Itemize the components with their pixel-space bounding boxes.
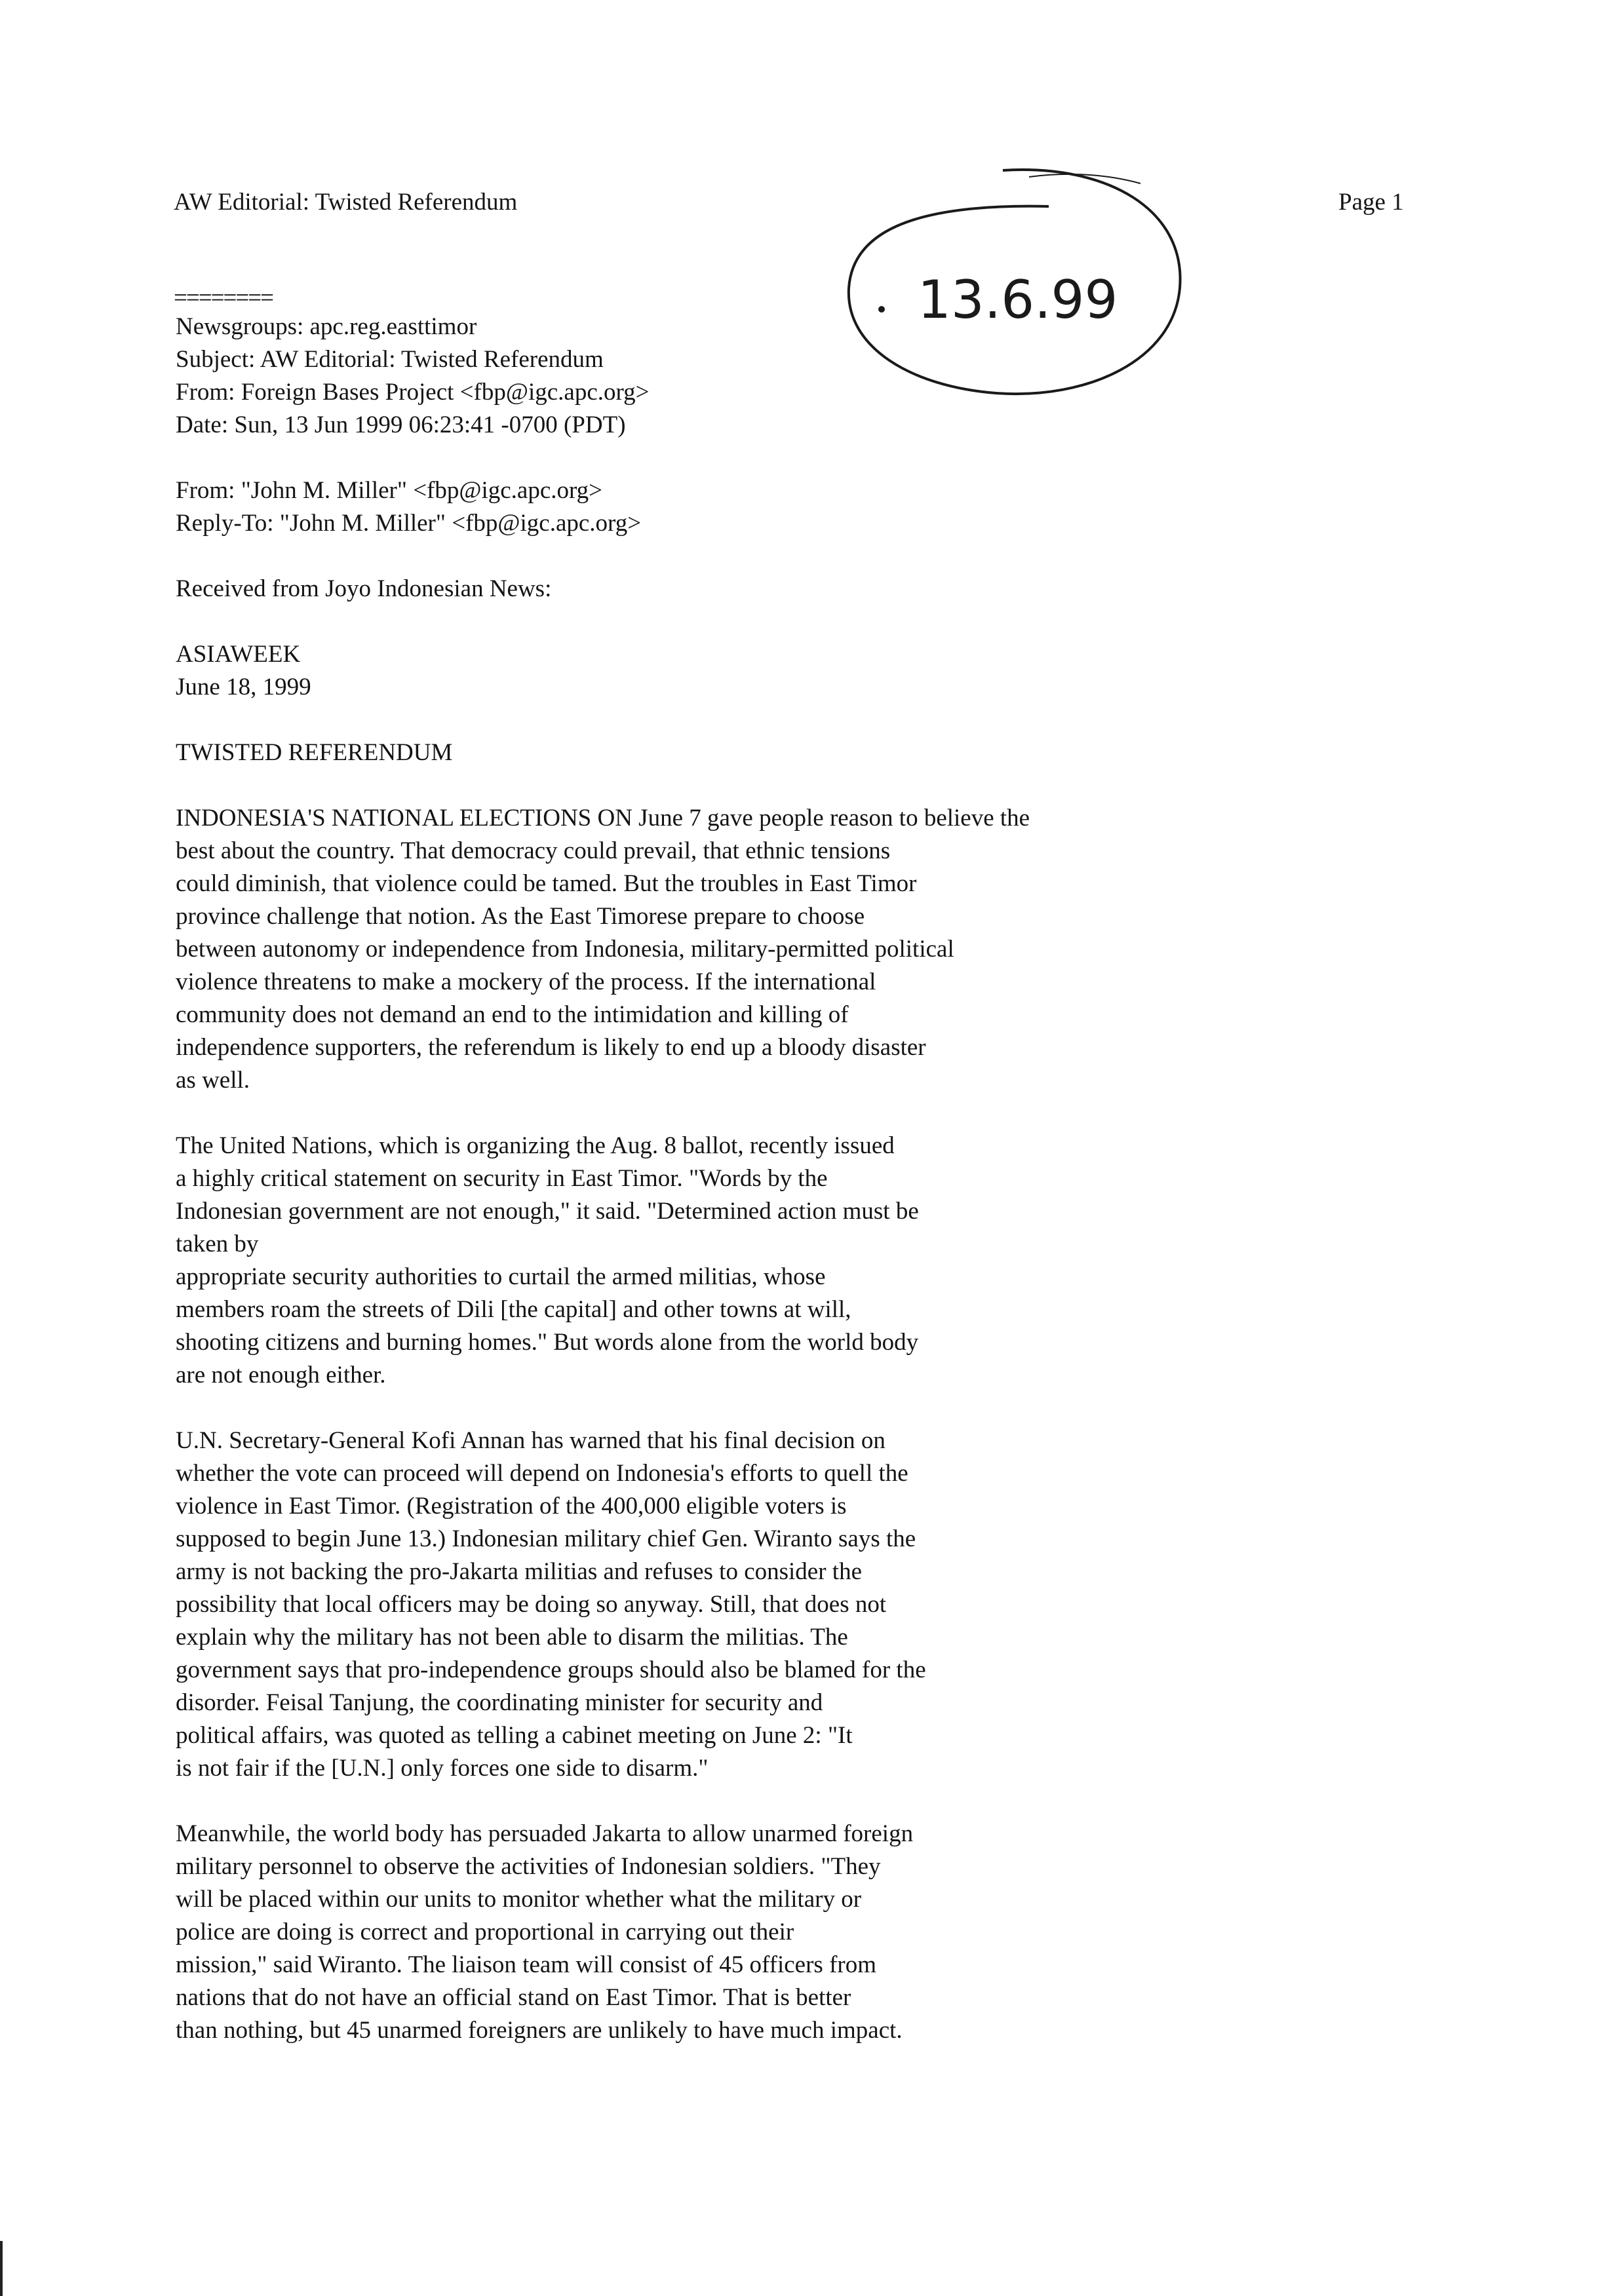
received-line: Received from Joyo Indonesian News: (176, 575, 552, 602)
stamp-date-text: 13.6.99 (918, 269, 1118, 330)
paragraph-line: could diminish, that violence could be tamed. But the troubles in East Timor (176, 870, 917, 897)
source-block (176, 638, 1355, 704)
paragraph-line: province challenge that notion. As the East Timorese prepare to choose (176, 903, 865, 930)
paragraph-line: independence supporters, the referendum is likely to end up a bloody disaster (176, 1034, 926, 1061)
paragraph-line: military personnel to observe the activities of Indonesian soldiers. "They (176, 1853, 881, 1880)
paragraph-line: between autonomy or independence from Indonesia, military-permitted political (176, 936, 954, 963)
forward-header-block (176, 474, 1355, 540)
paragraph-line: disorder. Feisal Tanjung, the coordinating minister for security and (176, 1689, 823, 1716)
paragraph-line: explain why the military has not been able to disarm the militias. The (176, 1624, 848, 1651)
paragraph-line: as well. (176, 1067, 250, 1094)
stamp-tail (1029, 174, 1140, 183)
paragraph-4 (176, 1818, 1355, 2047)
scan-edge-mark (0, 2241, 3, 2296)
date-line: Date: Sun, 13 Jun 1999 06:23:41 -0700 (PDT) (176, 411, 626, 438)
paragraph-line: whether the vote can proceed will depend on Indonesia's efforts to quell the (176, 1460, 908, 1487)
paragraph-line: will be placed within our units to monitor whether what the military or (176, 1886, 862, 1913)
article-title: TWISTED REFERENDUM (176, 739, 453, 766)
forward-from-line: From: "John M. Miller" <fbp@igc.apc.org> (176, 477, 603, 504)
paragraph-line: Meanwhile, the world body has persuaded Jakarta to allow unarmed foreign (176, 1820, 914, 1847)
paragraph-line: mission," said Wiranto. The liaison team will consist of 45 officers from (176, 1951, 876, 1978)
paragraph-line: appropriate security authorities to curtail the armed militias, whose (176, 1263, 826, 1290)
paragraph-line: police are doing is correct and proportional in carrying out their (176, 1919, 794, 1945)
from-line: From: Foreign Bases Project <fbp@igc.apc.org> (176, 379, 650, 406)
paragraph-line: U.N. Secretary-General Kofi Annan has warned that his final decision on (176, 1427, 885, 1454)
paragraph-line: members roam the streets of Dili [the capital] and other towns at will, (176, 1296, 851, 1323)
paragraph-line: INDONESIA'S NATIONAL ELECTIONS ON June 7 gave people reason to believe the (176, 805, 1030, 832)
reply-to-line: Reply-To: "John M. Miller" <fbp@igc.apc.org> (176, 510, 642, 537)
paragraph-line: The United Nations, which is organizing the Aug. 8 ballot, recently issued (176, 1132, 895, 1159)
paragraph-line: supposed to begin June 13.) Indonesian military chief Gen. Wiranto says the (176, 1525, 916, 1552)
paragraph-line: political affairs, was quoted as telling a cabinet meeting on June 2: "It (176, 1722, 853, 1749)
paragraph-line: are not enough either. (176, 1362, 386, 1388)
paragraph-line: is not fair if the [U.N.] only forces one side to disarm." (176, 1755, 709, 1782)
document-body (176, 311, 1355, 2047)
page-number: Page 1 (1338, 189, 1404, 216)
paragraph-line: Indonesian government are not enough," it said. "Determined action must be (176, 1198, 919, 1225)
subject-line: Subject: AW Editorial: Twisted Referendum (176, 346, 604, 373)
email-header-block (176, 311, 1355, 442)
paragraph-line: taken by (176, 1231, 259, 1257)
paragraph-1 (176, 802, 1355, 1097)
paragraph-line: army is not backing the pro-Jakarta militias and refuses to consider the (176, 1558, 863, 1585)
paragraph-3 (176, 1425, 1355, 1785)
paragraph-line: community does not demand an end to the intimidation and killing of (176, 1001, 849, 1028)
newsgroups-line: Newsgroups: apc.reg.easttimor (176, 313, 477, 340)
paragraph-line: possibility that local officers may be doing so anyway. Still, that does not (176, 1591, 887, 1618)
paragraph-line: violence in East Timor. (Registration of the 400,000 eligible voters is (176, 1493, 847, 1520)
paragraph-line: than nothing, but 45 unarmed foreigners are unlikely to have much impact. (176, 2017, 903, 2044)
paragraph-line: violence threatens to make a mockery of the process. If the international (176, 968, 876, 995)
paragraph-line: shooting citizens and burning homes." But words alone from the world body (176, 1329, 919, 1356)
paragraph-line: a highly critical statement on security in East Timor. "Words by the (176, 1165, 828, 1192)
page-header-title: AW Editorial: Twisted Referendum (174, 189, 518, 216)
publication-name: ASIAWEEK (176, 641, 301, 668)
paragraph-line: government says that pro-independence groups should also be blamed for the (176, 1656, 926, 1683)
paragraph-line: nations that do not have an official stand on East Timor. That is better (176, 1984, 851, 2011)
header-separator: ======== (174, 284, 273, 311)
paragraph-line: best about the country. That democracy could prevail, that ethnic tensions (176, 837, 891, 864)
publication-date: June 18, 1999 (176, 674, 311, 700)
paragraph-2 (176, 1130, 1355, 1392)
